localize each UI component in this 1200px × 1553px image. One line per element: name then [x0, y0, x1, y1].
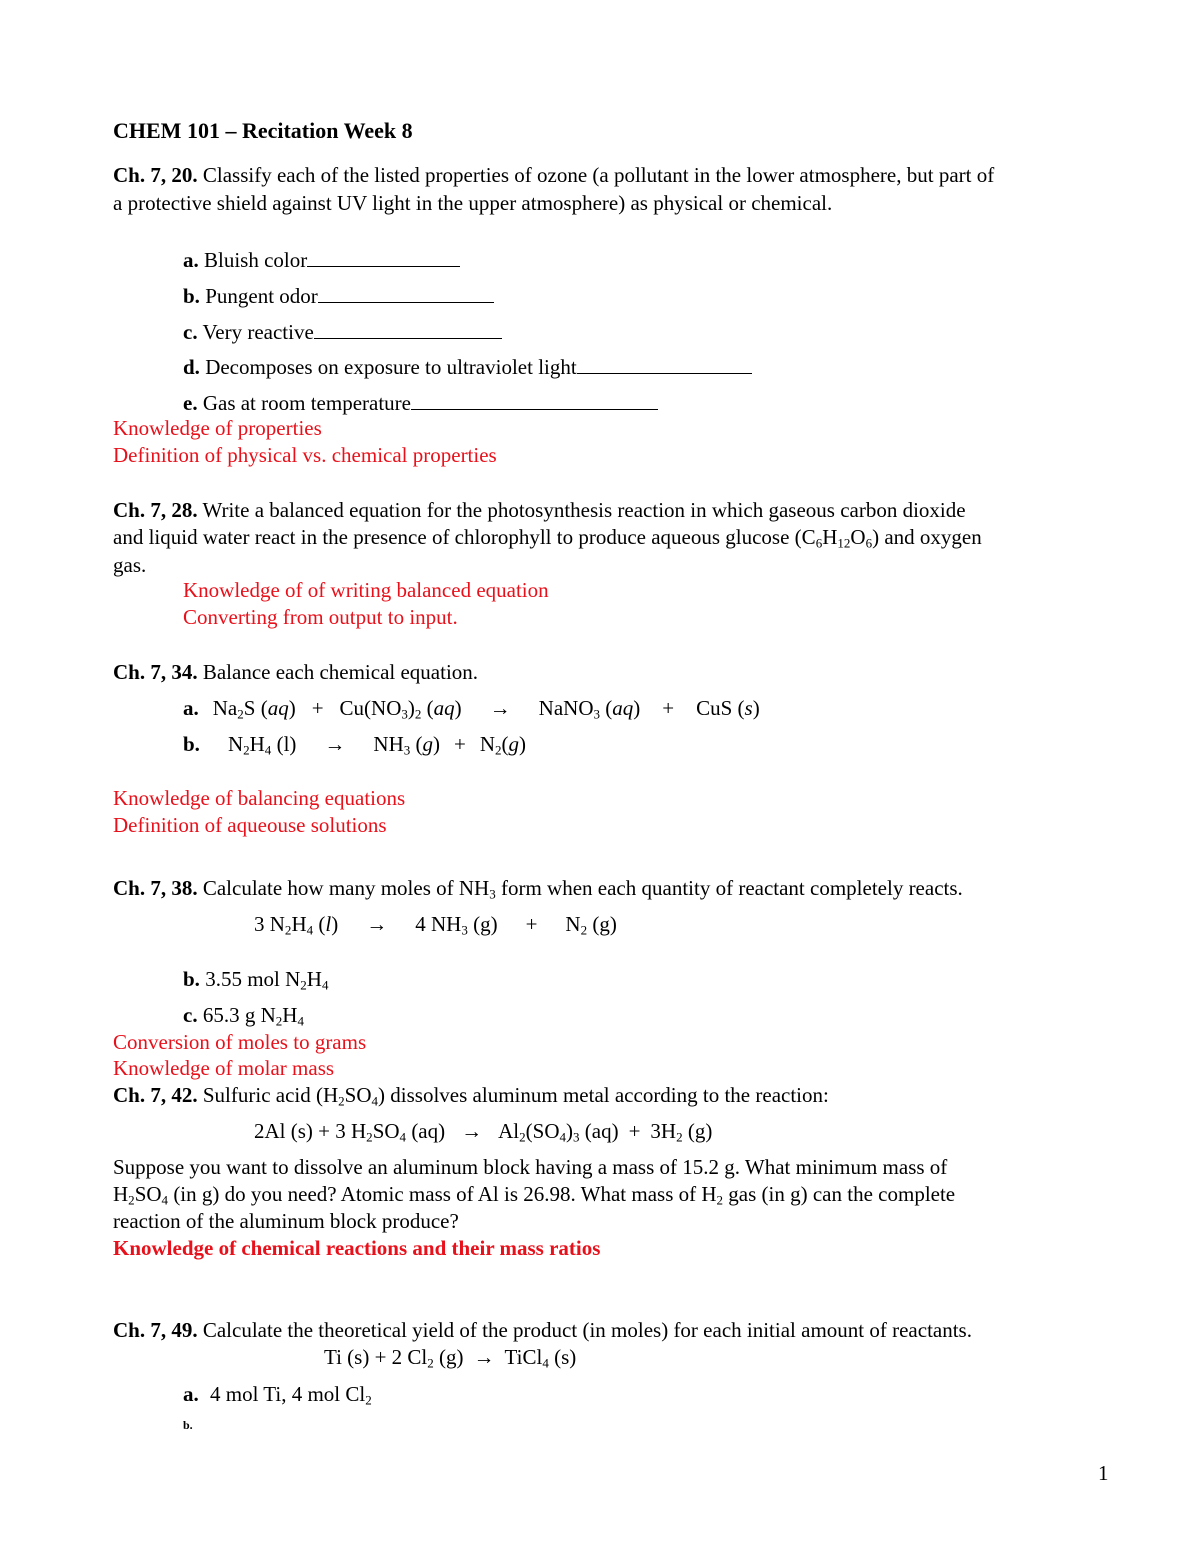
paragraph-line: reaction of the aluminum block produce? [113, 1209, 459, 1233]
question-text: Write a balanced equation for the photosynthesis reaction in which gaseous carbon dioxide [197, 498, 966, 522]
list-item: c. 65.3 g $N_2H_4$ [183, 1003, 304, 1029]
arrow-icon: → [324, 732, 346, 756]
equation: 2Al (s) + 3 $H_2SO_4$ $(aq) \to Al_2(SO_4)_3$ $(aq) + 3H_2$ (g) [254, 1119, 713, 1145]
list-item [183, 391, 658, 414]
paragraph-line: Suppose you want to dissolve an aluminum block having a mass of 15.2 g. What minimum mass of [113, 1155, 948, 1179]
question-label: Ch. 7, 49. [113, 1318, 198, 1342]
item-letter: e. [183, 391, 198, 415]
item-text: Pungent odor [199, 284, 318, 308]
arrow-icon: → [461, 1119, 483, 1143]
question-text-line3: gas. [113, 553, 147, 577]
equation: Ti (s) + 2 $Cl_2$ (g) → TiCl$_4$ (s) [324, 1345, 577, 1371]
list-item [183, 320, 502, 343]
item-text: Decomposes on exposure to ultraviolet light [199, 355, 577, 379]
question-34 [113, 662, 478, 683]
item-letter: a. [183, 696, 199, 720]
note-text: Knowledge of balancing equations [113, 786, 406, 810]
list-item [183, 248, 460, 271]
item-letter: a. [183, 248, 199, 272]
answer-blank[interactable] [577, 355, 752, 374]
answer-blank[interactable] [411, 391, 658, 410]
question-20 [113, 165, 994, 186]
note-text: Knowledge of properties [113, 416, 322, 440]
answer-blank[interactable] [318, 284, 494, 303]
question-49 [113, 1320, 972, 1341]
list-item [183, 284, 494, 307]
question-label: Ch. 7, 34. [113, 660, 198, 684]
item-text: Very reactive [197, 320, 314, 344]
question-28 [113, 500, 966, 521]
note-text: Knowledge of chemical reactions and their mass ratios [113, 1236, 601, 1260]
question-42: Ch. 7, 42. Sulfuric acid $(H_2SO_4)$ dissolves aluminum metal according to the reaction: [113, 1083, 829, 1109]
question-label: Ch. 7, 38. [113, 876, 198, 900]
answer-blank[interactable] [314, 320, 502, 339]
note-text: Definition of aqueouse solutions [113, 813, 387, 837]
paragraph-line: $H_2SO_4$ (in g) do you need? Atomic mass of Al is 26.98. What mass of $H_2$ gas (in g) can the complete [113, 1182, 956, 1208]
note-text: Conversion of moles to grams [113, 1030, 367, 1054]
item-text: Gas at room temperature [197, 391, 411, 415]
question-label: Ch. 7, 42. [113, 1083, 198, 1107]
question-text-line2: a protective shield against UV light in the upper atmosphere) as physical or chemical. [113, 191, 833, 215]
question-text-line2: and liquid water react in the presence of chlorophyll to produce aqueous glucose $(C_6H_{12}O_6)$ and oxygen [113, 525, 982, 551]
note-text: Definition of physical vs. chemical properties [113, 443, 497, 467]
list-item: a. 4 mol Ti, 4 mol $Cl_2$ [183, 1382, 372, 1408]
equation-b: b. $N_2H_4$ $(l) \to NH_3$ $(g) + N_2(g)$ [183, 732, 527, 758]
item-letter: b. [183, 732, 200, 756]
question-text: Classify each of the listed properties of ozone (a pollutant in the lower atmosphere, but part of [197, 163, 995, 187]
page-number: 1 [1098, 1461, 1109, 1485]
equation-a: a. $Na_2S$ $(aq) + Cu(NO_3)_2$ (aq) → NaNO$_3$ (aq) + CuS (s) [183, 696, 760, 722]
item-letter: b. [183, 284, 200, 308]
arrow-icon: → [473, 1345, 495, 1369]
answer-blank[interactable] [307, 248, 460, 267]
note-text: Knowledge of molar mass [113, 1056, 335, 1080]
arrow-icon: → [489, 696, 511, 720]
question-label: Ch. 7, 28. [113, 498, 198, 522]
item-letter: d. [183, 355, 200, 379]
list-item [183, 355, 752, 378]
note-text: Converting from output to input. [183, 605, 458, 629]
question-text: Calculate the theoretical yield of the product (in moles) for each initial amount of reactants. [197, 1318, 972, 1342]
equation: 3 $N_2H_4$ (l) → 4 $NH_3$ $(g) + N_2$ (g) [254, 912, 617, 938]
item-text: Bluish color [198, 248, 308, 272]
question-38: Ch. 7, 38. Calculate how many moles of $NH_3$ form when each quantity of reactant completely reacts. [113, 876, 963, 902]
item-letter: c. [183, 320, 198, 344]
arrow-icon: → [366, 912, 388, 936]
note-text: Knowledge of of writing balanced equation [183, 578, 549, 602]
list-item: b. 3.55 mol $N_2H_4$ [183, 967, 329, 993]
question-label: Ch. 7, 20. [113, 163, 198, 187]
page-title: CHEM 101 – Recitation Week 8 [113, 118, 413, 143]
item-letter: b. [183, 1418, 193, 1432]
question-text: Balance each chemical equation. [197, 660, 479, 684]
